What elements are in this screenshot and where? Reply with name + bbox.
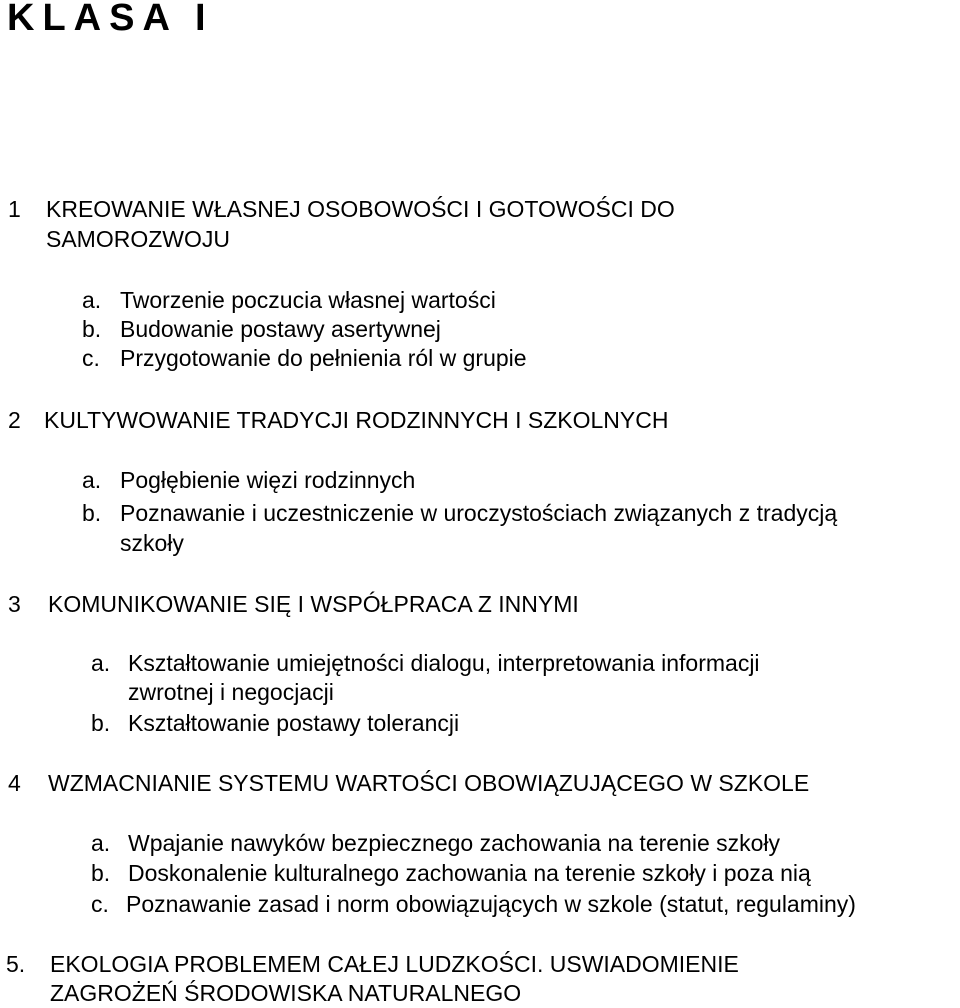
section-number: 5. <box>6 951 26 977</box>
list-item-marker: c. <box>91 891 109 917</box>
list-item-marker: a. <box>82 287 102 313</box>
section-heading-continuation: ZAGROŻEŃ ŚRODOWISKA NATURALNEGO <box>50 980 522 1006</box>
section-heading: KOMUNIKOWANIE SIĘ I WSPÓŁPRACA Z INNYMI <box>48 591 579 617</box>
page-title: KLASA I <box>7 0 214 39</box>
list-item-marker: c. <box>82 345 100 371</box>
section-heading: WZMACNIANIE SYSTEMU WARTOŚCI OBOWIĄZUJĄCEGO W SZKOLE <box>48 770 810 796</box>
list-item: Wpajanie nawyków bezpiecznego zachowania na terenie szkoły <box>128 830 781 856</box>
section-heading: KREOWANIE WŁASNEJ OSOBOWOŚCI I GOTOWOŚCI DO <box>46 196 675 222</box>
list-item: Przygotowanie do pełnienia ról w grupie <box>120 345 527 371</box>
list-item-continuation: szkoły <box>120 530 184 556</box>
list-item: Tworzenie poczucia własnej wartości <box>120 287 496 313</box>
list-item: Poznawanie i uczestniczenie w uroczystościach związanych z tradycją <box>120 500 838 526</box>
list-item: Kształtowanie postawy tolerancji <box>128 710 460 736</box>
list-item-marker: b. <box>82 500 102 526</box>
list-item-marker: b. <box>91 710 111 736</box>
section-number: 1 <box>8 196 21 222</box>
list-item-marker: a. <box>91 830 111 856</box>
section-heading-continuation: SAMOROZWOJU <box>46 226 230 252</box>
section-number: 2 <box>8 407 21 433</box>
list-item: Doskonalenie kulturalnego zachowania na terenie szkoły i poza nią <box>128 860 811 886</box>
section-heading: EKOLOGIA PROBLEMEM CAŁEJ LUDZKOŚCI. USWIADOMIENIE <box>50 951 739 977</box>
list-item: Budowanie postawy asertywnej <box>120 316 441 342</box>
list-item-marker: a. <box>82 467 102 493</box>
list-item: Kształtowanie umiejętności dialogu, interpretowania informacji <box>128 650 760 676</box>
list-item-marker: a. <box>91 650 111 676</box>
list-item: Pogłębienie więzi rodzinnych <box>120 467 416 493</box>
section-number: 3 <box>8 591 21 617</box>
section-heading: KULTYWOWANIE TRADYCJI RODZINNYCH I SZKOLNYCH <box>44 407 669 433</box>
section-number: 4 <box>8 770 21 796</box>
list-item-marker: b. <box>82 316 102 342</box>
list-item: Poznawanie zasad i norm obowiązujących w szkole (statut, regulaminy) <box>126 891 856 917</box>
list-item-continuation: zwrotnej i negocjacji <box>128 679 334 705</box>
list-item-marker: b. <box>91 860 111 886</box>
